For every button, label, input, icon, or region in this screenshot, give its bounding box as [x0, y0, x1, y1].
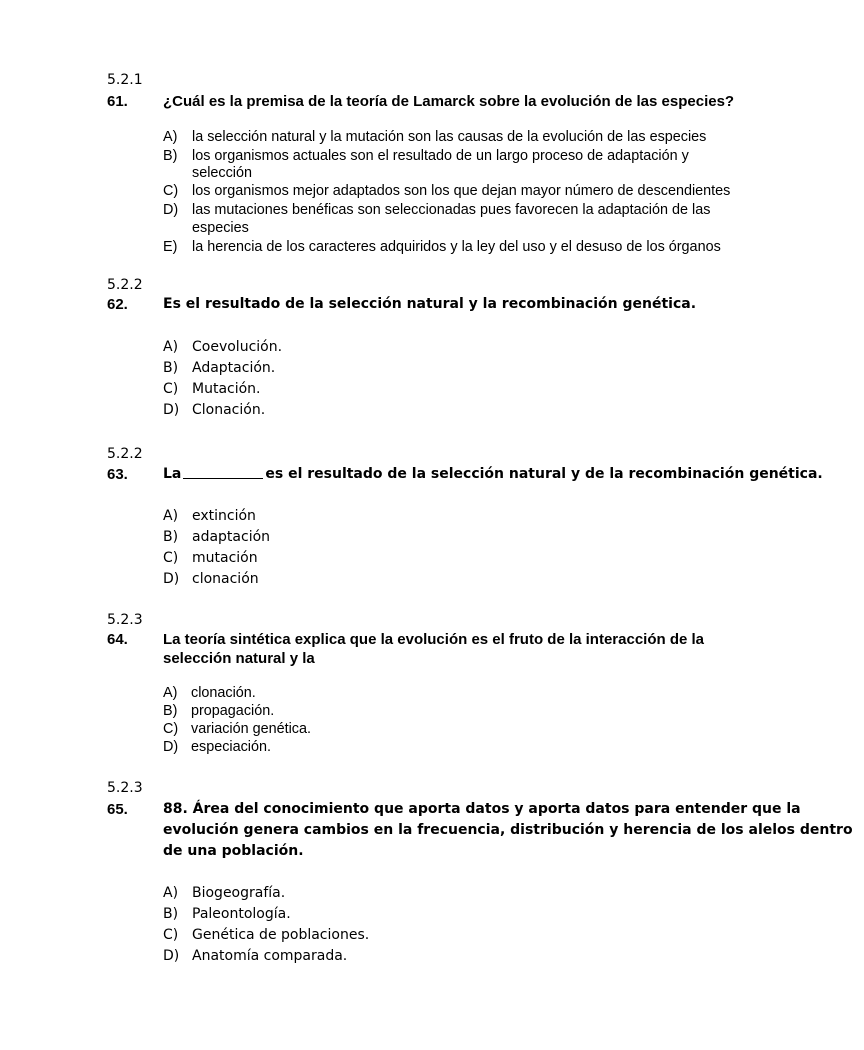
option-e[interactable]	[163, 239, 721, 255]
option-a[interactable]	[163, 508, 256, 524]
option-letter: C)	[163, 550, 179, 566]
option-letter: D)	[163, 948, 180, 964]
option-a[interactable]	[163, 339, 282, 355]
answer-blank	[183, 466, 263, 479]
option-text: extinción	[192, 508, 256, 524]
option-text: Biogeografía.	[192, 885, 286, 901]
option-d[interactable]	[163, 402, 265, 418]
option-letter: C)	[163, 927, 179, 943]
option-b[interactable]	[163, 529, 270, 545]
option-a[interactable]	[163, 685, 256, 701]
option-c[interactable]	[163, 381, 261, 397]
question-text-continued: selección natural y la	[163, 650, 315, 667]
option-letter: A)	[163, 508, 179, 524]
option-b[interactable]	[163, 703, 274, 719]
question-text: La teoría sintética explica que la evolución es el fruto de la interacción de la	[163, 631, 705, 648]
option-text: Genética de poblaciones.	[192, 927, 370, 943]
option-text: los organismos actuales son el resultado de un largo proceso de adaptación y	[192, 148, 689, 164]
option-text: los organismos mejor adaptados son los que dejan mayor número de descendientes	[192, 183, 731, 199]
section-code: 5.2.1	[107, 72, 143, 88]
option-letter: B)	[163, 529, 179, 545]
question-number: 65.	[107, 801, 128, 818]
section-code: 5.2.3	[107, 780, 143, 796]
question-text-after: es el resultado de la selección natural y de la recombinación genética.	[265, 466, 823, 482]
option-text: adaptación	[192, 529, 271, 545]
option-text: Adaptación.	[192, 360, 276, 376]
option-text: Paleontología.	[192, 906, 291, 922]
section-code: 5.2.2	[107, 277, 143, 293]
option-c[interactable]	[163, 927, 369, 943]
option-c[interactable]	[163, 721, 311, 737]
option-letter: C)	[163, 183, 179, 199]
option-text: las mutaciones benéficas son seleccionadas pues favorecen la adaptación de las	[192, 202, 711, 218]
option-letter: A)	[163, 685, 178, 701]
option-letter: B)	[163, 360, 179, 376]
option-d[interactable]	[163, 948, 347, 964]
option-c[interactable]	[163, 550, 258, 566]
option-text: Coevolución.	[192, 339, 283, 355]
option-letter: E)	[163, 239, 178, 255]
option-letter: B)	[163, 703, 178, 719]
option-text: especiación.	[191, 739, 271, 755]
option-letter: D)	[163, 571, 180, 587]
question-text-continued: evolución genera cambios en la frecuencia, distribución y herencia de los alelos dentro	[163, 822, 853, 838]
option-text: Clonación.	[192, 402, 266, 418]
question-text: 88. Área del conocimiento que aporta datos y aporta datos para entender que la	[163, 801, 801, 817]
option-letter: C)	[163, 721, 179, 737]
section-code: 5.2.3	[107, 612, 143, 628]
option-letter: D)	[163, 402, 180, 418]
option-c[interactable]	[163, 183, 730, 199]
question-number: 62.	[107, 296, 128, 313]
option-d[interactable]	[163, 202, 710, 218]
option-text: propagación.	[191, 703, 275, 719]
option-text: la selección natural y la mutación son las causas de la evolución de las especies	[192, 129, 707, 145]
option-text: Anatomía comparada.	[192, 948, 348, 964]
question-number: 61.	[107, 93, 128, 110]
option-letter: A)	[163, 129, 178, 145]
option-letter: D)	[163, 202, 179, 218]
option-d[interactable]	[163, 739, 271, 755]
option-text: mutación	[192, 550, 258, 566]
option-text: variación genética.	[191, 721, 311, 737]
option-a[interactable]	[163, 885, 285, 901]
option-text-continued: especies	[192, 220, 249, 236]
option-text: clonación	[192, 571, 259, 587]
question-number: 64.	[107, 631, 128, 648]
option-b[interactable]	[163, 360, 275, 376]
option-text-continued: selección	[192, 165, 252, 181]
question-text: ¿Cuál es la premisa de la teoría de Lamarck sobre la evolución de las especies?	[163, 93, 735, 110]
option-text: la herencia de los caracteres adquiridos y la ley del uso y el desuso de los órganos	[192, 239, 721, 255]
option-a[interactable]	[163, 129, 706, 145]
option-letter: B)	[163, 148, 178, 164]
option-d[interactable]	[163, 571, 259, 587]
option-letter: B)	[163, 906, 179, 922]
option-text: Mutación.	[192, 381, 261, 397]
section-code: 5.2.2	[107, 446, 143, 462]
option-letter: A)	[163, 885, 179, 901]
option-letter: D)	[163, 739, 179, 755]
option-letter: C)	[163, 381, 179, 397]
option-b[interactable]	[163, 148, 689, 164]
question-text-continued: de una población.	[163, 843, 304, 859]
option-b[interactable]	[163, 906, 291, 922]
option-letter: A)	[163, 339, 179, 355]
question-number: 63.	[107, 466, 128, 483]
option-text: clonación.	[191, 685, 256, 701]
question-text: Es el resultado de la selección natural y la recombinación genética.	[163, 296, 697, 312]
question-text-before: La	[163, 466, 182, 482]
question-text	[163, 466, 823, 482]
